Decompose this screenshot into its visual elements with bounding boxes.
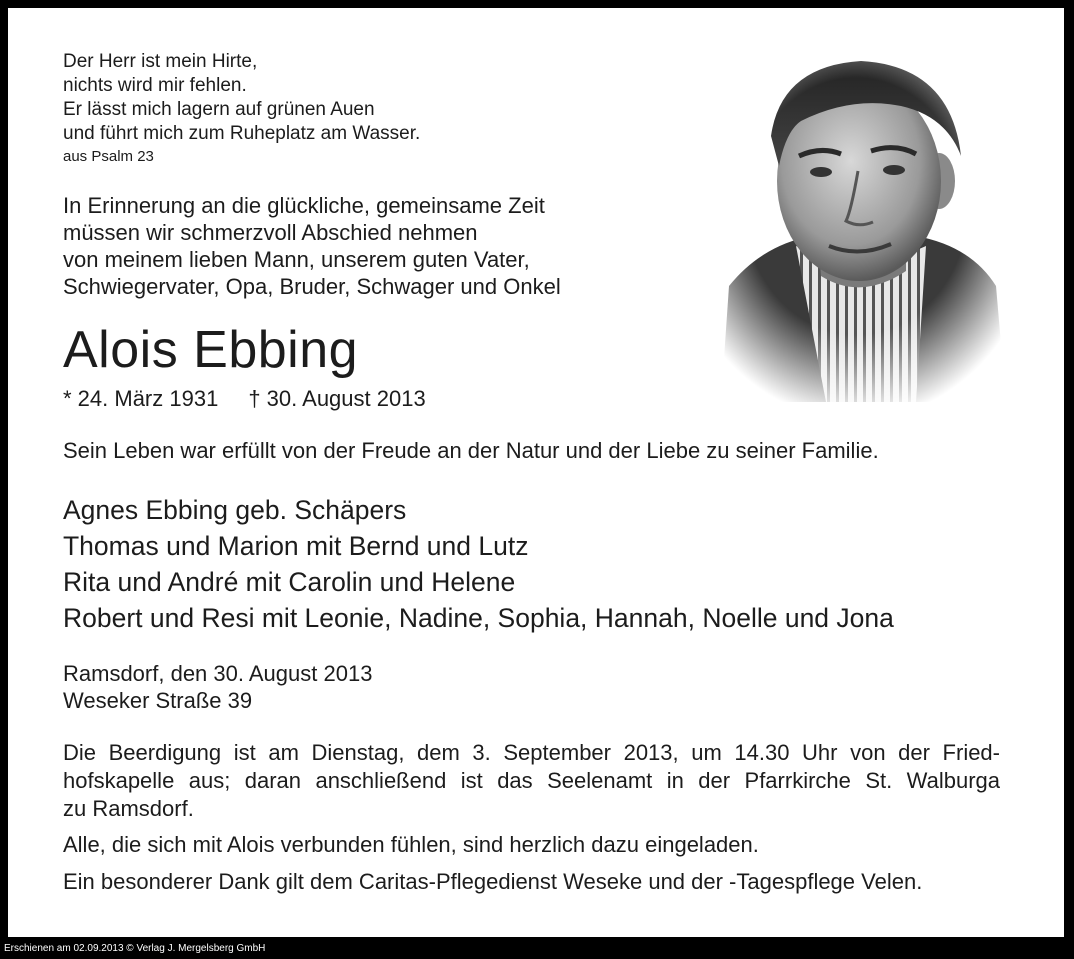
- life-dates: [63, 386, 426, 412]
- funeral-line-3: zu Ramsdorf.: [63, 796, 194, 821]
- psalm-line-3: Er lässt mich lagern auf grünen Auen: [63, 99, 375, 120]
- psalm-source: aus Psalm 23: [63, 148, 154, 165]
- funeral-line-1: Die Beerdigung ist am Dienstag, dem 3. September 2013, um 14.30 Uhr von der Fried-: [63, 740, 1000, 765]
- obituary-notice: [8, 8, 1064, 937]
- deceased-name: Alois Ebbing: [63, 321, 359, 379]
- death-date: † 30. August 2013: [248, 386, 426, 411]
- intro-line-2: müssen wir schmerzvoll Abschied nehmen: [63, 220, 478, 245]
- portrait-photo-icon: [701, 46, 1011, 402]
- address: Weseker Straße 39: [63, 688, 253, 713]
- psalm-line-4: und führt mich zum Ruheplatz am Wasser.: [63, 123, 421, 144]
- psalm-line-1: Der Herr ist mein Hirte,: [63, 51, 258, 72]
- thanks: Ein besonderer Dank gilt dem Caritas-Pflegedienst Weseke und der -Tagespflege Velen.: [63, 869, 923, 894]
- invitation: Alle, die sich mit Alois verbunden fühlen, sind herzlich dazu eingeladen.: [63, 832, 759, 857]
- intro-line-3: von meinem lieben Mann, unserem guten Vater,: [63, 247, 530, 272]
- intro-line-4: Schwiegervater, Opa, Bruder, Schwager und Onkel: [63, 274, 561, 299]
- birth-date: * 24. März 1931: [63, 386, 219, 411]
- family-line-4: Robert und Resi mit Leonie, Nadine, Sophia, Hannah, Noelle und Jona: [63, 603, 894, 633]
- funeral-info: [63, 739, 1000, 823]
- family-line-1: Agnes Ebbing geb. Schäpers: [63, 495, 407, 525]
- family-line-2: Thomas und Marion mit Bernd und Lutz: [63, 531, 529, 561]
- funeral-line-2: hofskapelle aus; daran anschließend ist das Seelenamt in der Pfarrkirche St. Walburga: [63, 768, 1000, 793]
- portrait-photo: [701, 46, 1011, 402]
- intro-line-1: In Erinnerung an die glückliche, gemeinsame Zeit: [63, 193, 545, 218]
- family-line-3: Rita und André mit Carolin und Helene: [63, 567, 516, 597]
- psalm-line-2: nichts wird mir fehlen.: [63, 75, 247, 96]
- place-date: Ramsdorf, den 30. August 2013: [63, 661, 373, 686]
- life-statement: Sein Leben war erfüllt von der Freude an der Natur und der Liebe zu seiner Familie.: [63, 438, 879, 463]
- footer-credit: Erschienen am 02.09.2013 © Verlag J. Mergelsberg GmbH: [4, 943, 266, 954]
